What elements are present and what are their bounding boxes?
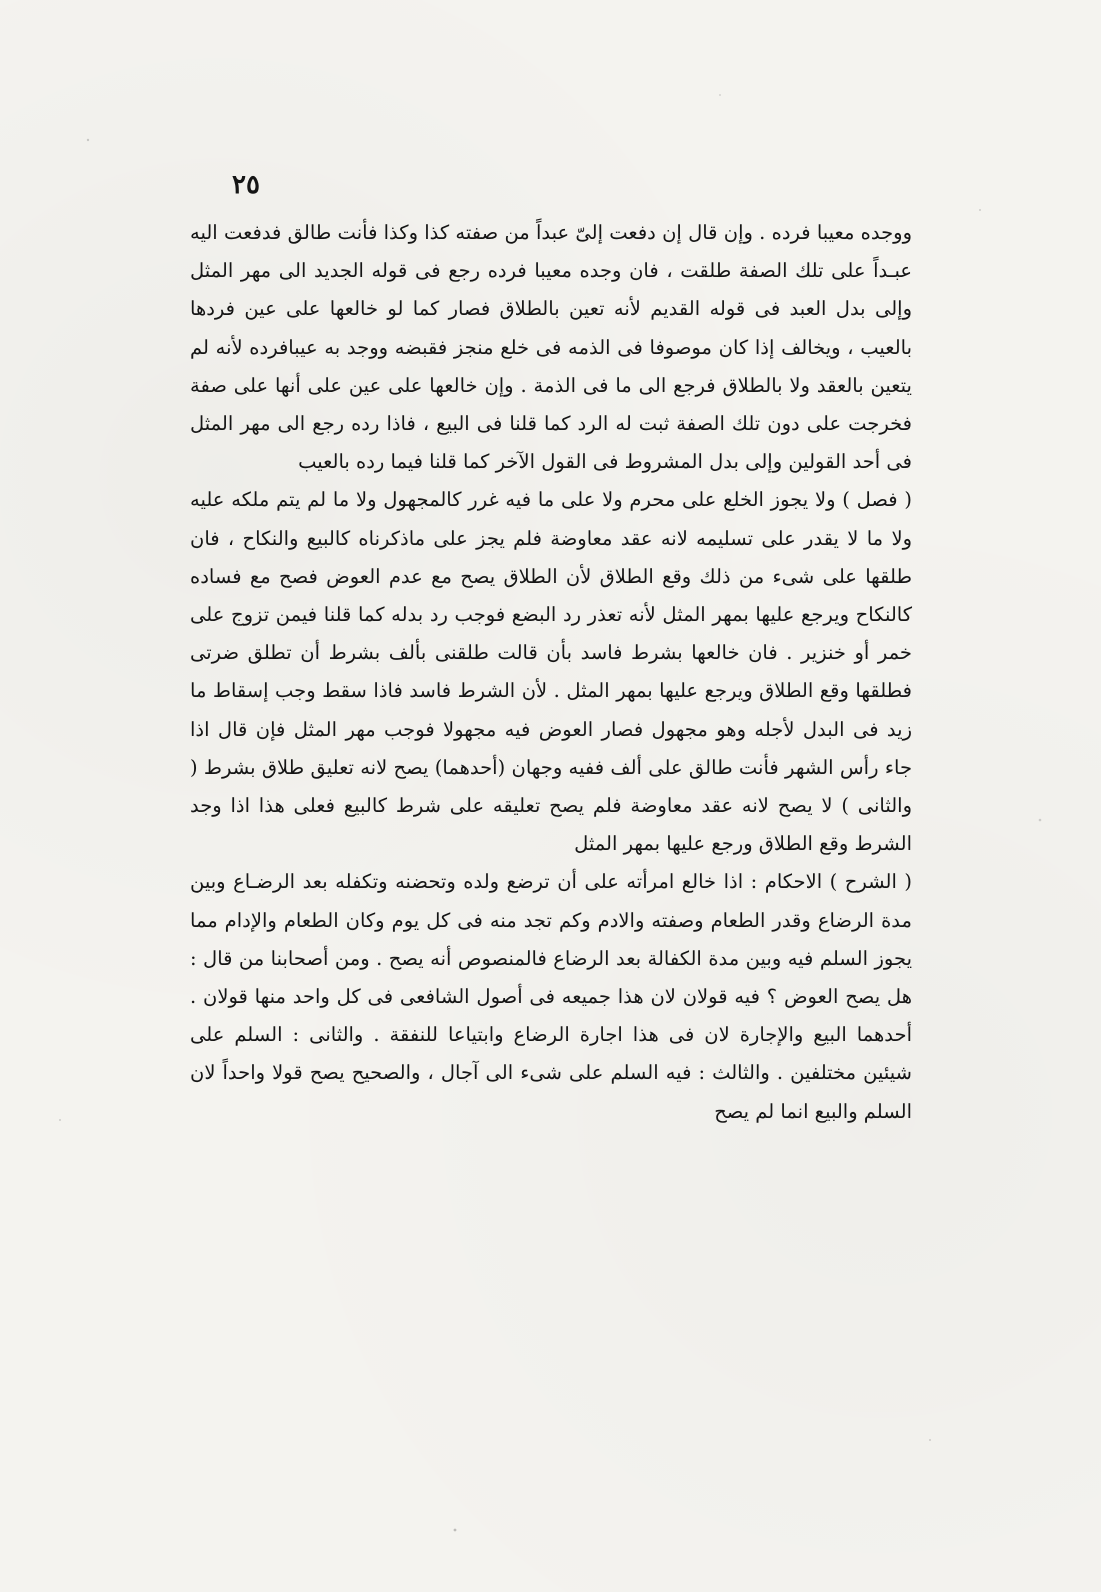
paragraph-2-fasl: ( فصل ) ولا يجوز الخلع على محرم ولا على ما فيه غرر كالمجهول ولا ما لم يتم ملكه عليه ولا ما لا يقدر على تسليمه لانه عقد معاوضة فلم يجز على ماذكرناه كالبيع والنكاح ، فان طلقها على شىء من ذلك وقع الطلاق لأن الطلاق يصح مع عدم العوض فصح مع فساده كالنكاح ويرجع عليها بمهر المثل لأنه تعذر رد البضع فوجب رد بدله كما قلنا فيمن تزوج على خمر أو خنزير . فان خالعها بشرط فاسد بأن قالت طلقنى بألف بشرط أن تطلق ضرتى فطلقها وقع الطلاق ويرجع عليها بمهر المثل . لأن الشرط فاسد فاذا سقط وجب إسقاط ما زيد فى البدل لأجله وهو مجهول فصار العوض فيه مجهولا فوجب مهر المثل فإن قال اذا جاء رأس الشهر فأنت طالق على ألف ففيه وجهان (أحدهما) يصح لانه تعليق طلاق بشرط ( والثانى ) لا يصح لانه عقد معاوضة فلم يصح تعليقه على شرط كالبيع فعلى هذا اذا وجد الشرط وقع الطلاق ورجع عليها بمهر المثل: [190, 488, 912, 856]
page-number: ٢٥: [232, 170, 260, 200]
body-text: [190, 214, 912, 1131]
paragraph-3-sharh: ( الشرح ) الاحكام : اذا خالع امرأته على أن ترضع ولده وتحضنه وتكفله بعد الرضـاع وبين مدة الرضاع وقدر الطعام وصفته والادم وكم تجد منه فى كل يوم وكان الطعام والإدام مما يجوز السلم فيه وبين مدة الكفالة بعد الرضاع فالمنصوص أنه يصح . ومن أصحابنا من قال : هل يصح العوض ؟ فيه قولان لان هذا جميعه فى أصول الشافعى فى كل واحد منها قولان . أحدهما البيع والإجارة لان فى هذا اجارة الرضاع وابتياعا للنفقة . والثانى : السلم على شيئين مختلفين . والثالث : فيه السلم على شىء الى آجال ، والصحيح يصح قولا واحداً لان السلم والبيع انما لم يصح: [190, 870, 912, 1123]
paragraph-1: ووجده معيبا فرده . وإن قال إن دفعت إلىّ عبداً من صفته كذا وكذا فأنت طالق فدفعت اليه عبـداً على تلك الصفة طلقت ، فان وجده معيبا فرده رجع فى قوله الجديد الى مهر المثل وإلى بدل العبد فى قوله القديم لأنه تعين بالطلاق فصار كما لو خالعها على عين فردها بالعيب ، ويخالف إذا كان موصوفا فى الذمه فى خلع منجز فقبضه ووجد به عيبافرده لأنه لم يتعين بالعقد ولا بالطلاق فرجع الى ما فى الذمة . وإن خالعها على عين على أنها على صفة فخرجت على دون تلك الصفة ثبت له الرد كما قلنا فى البيع ، فاذا رده رجع الى مهر المثل فى أحد القولين وإلى بدل المشروط فى القول الآخر كما قلنا فيما رده بالعيب: [190, 221, 912, 474]
